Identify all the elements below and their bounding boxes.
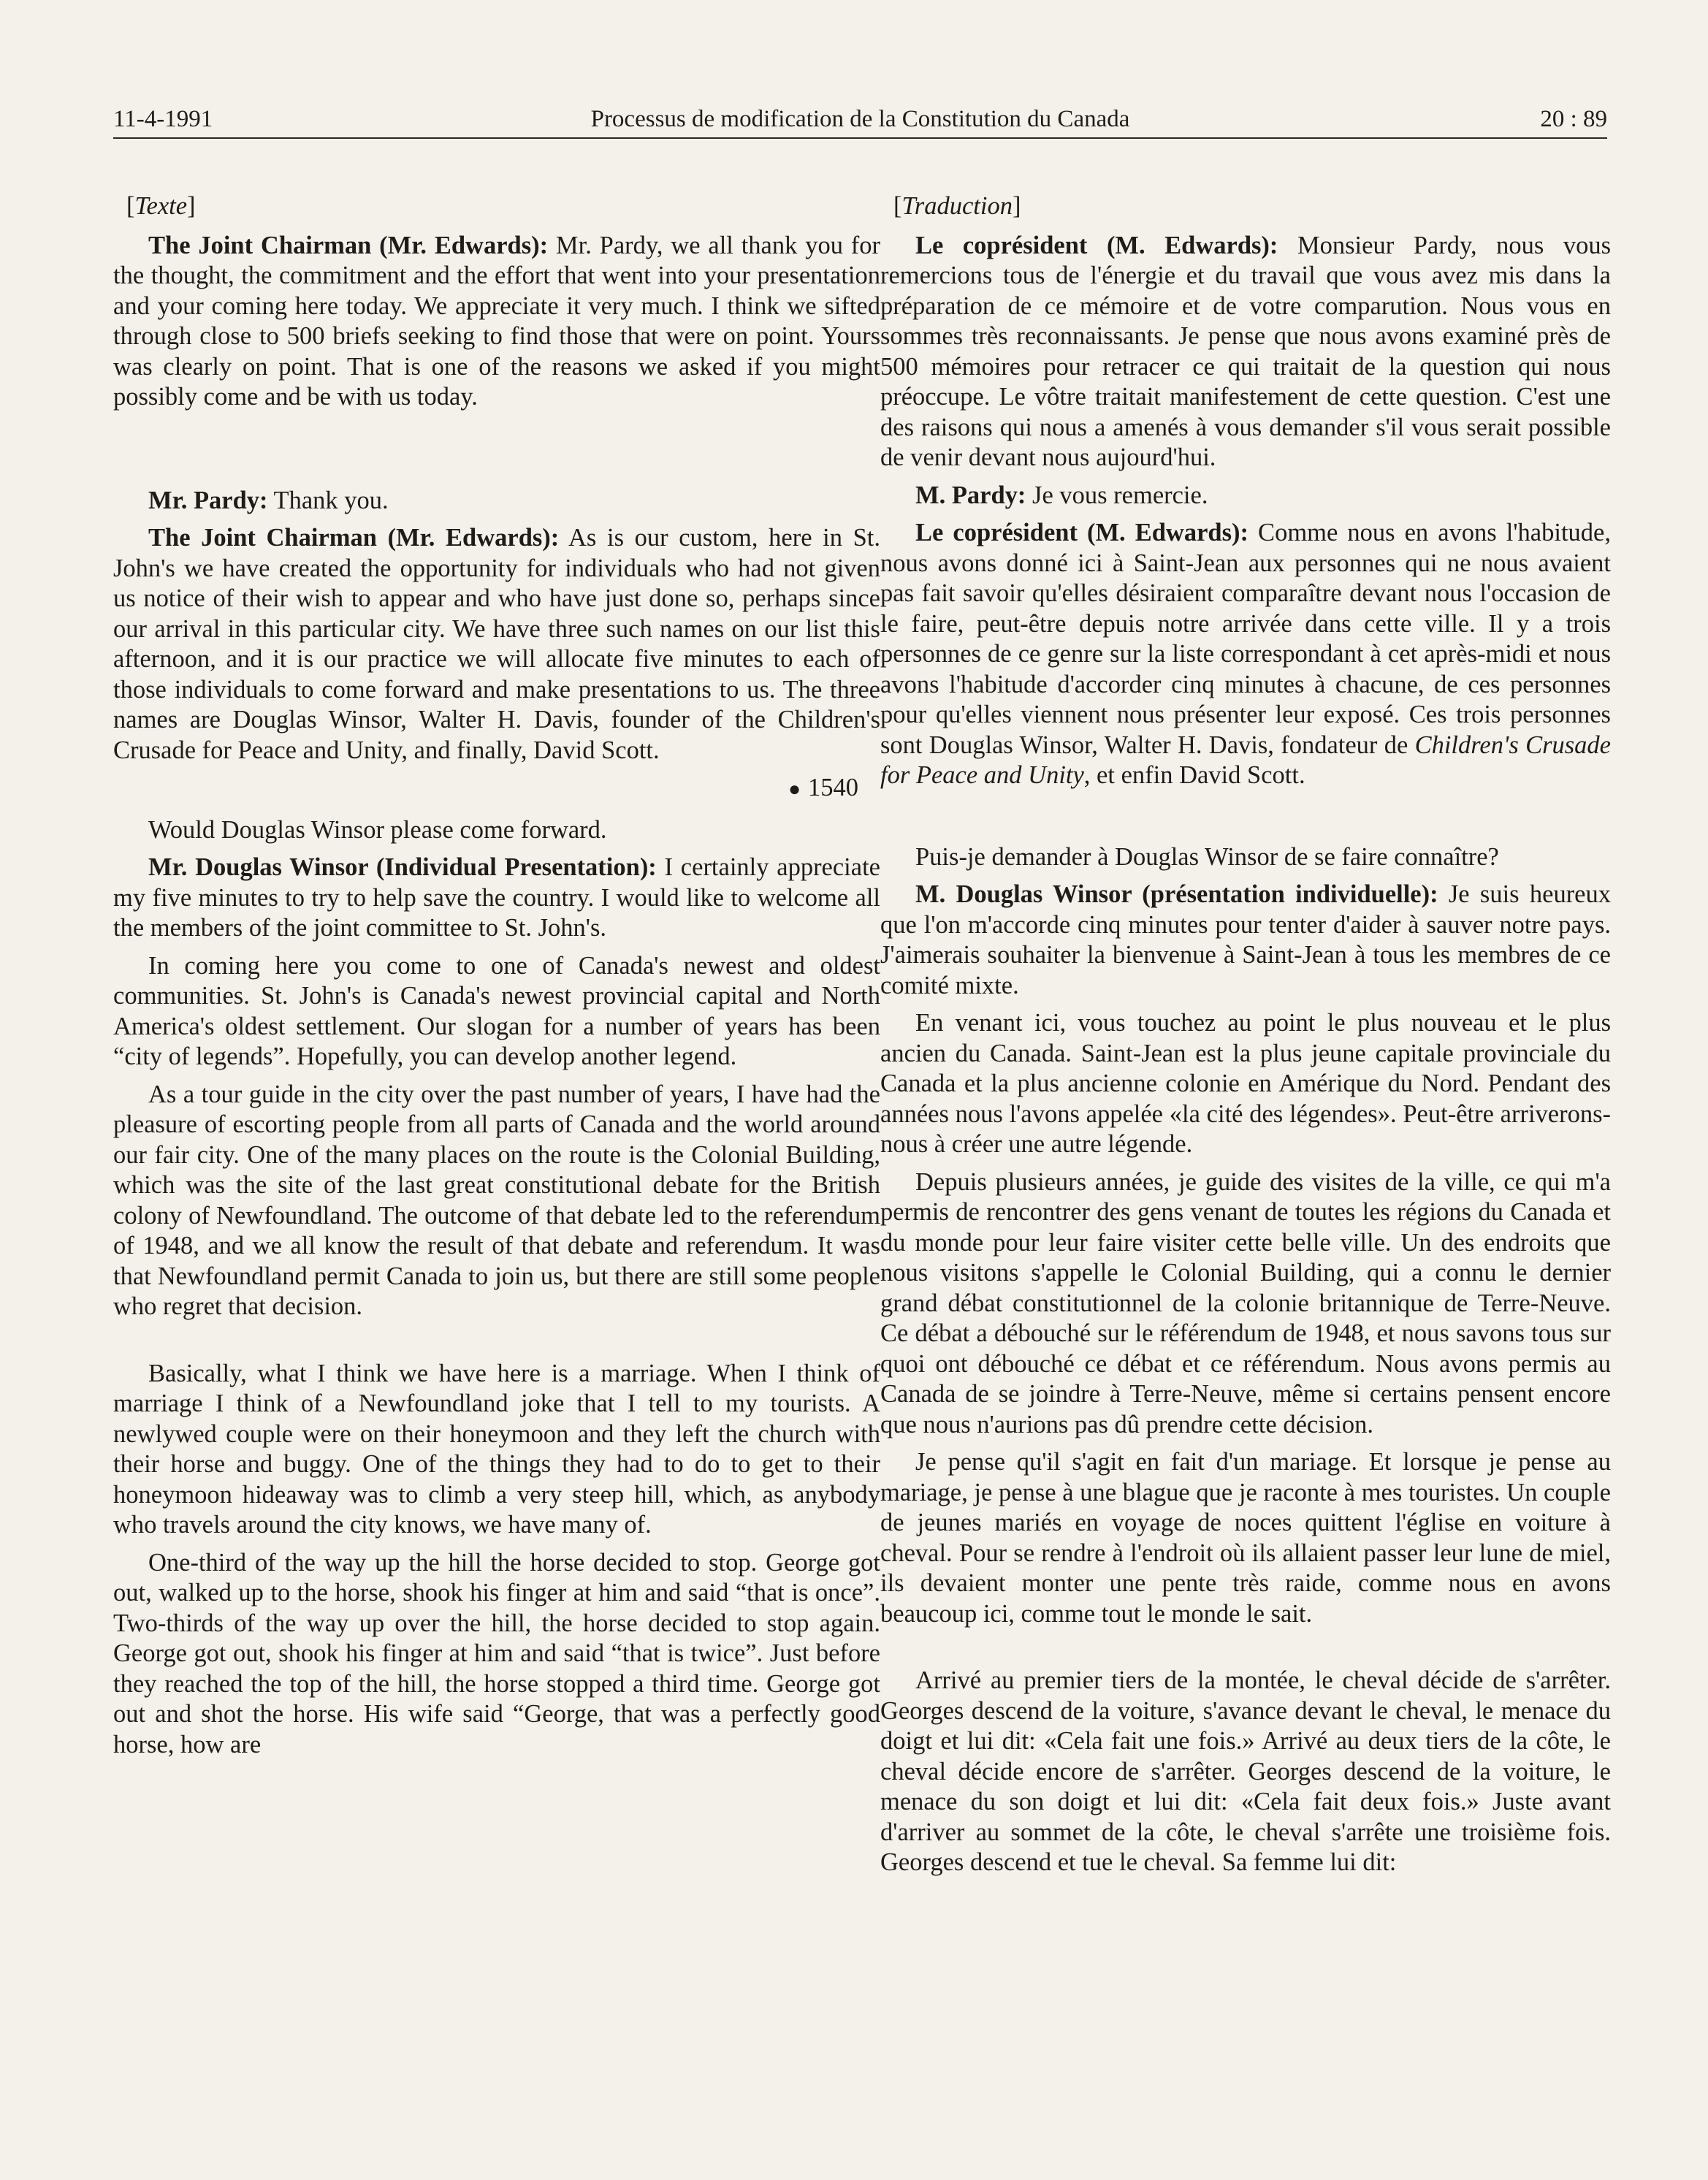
language-tag-text: Texte xyxy=(134,192,188,220)
header-page-number: 20 : 89 xyxy=(1540,106,1607,132)
language-tag: [Traduction] xyxy=(893,192,1021,220)
header-title: Processus de modification de la Constitution du Canada xyxy=(590,106,1130,132)
speech-text: En venant ici, vous touchez au point le plus nouveau et le plus ancien du Canada. Saint-Jean est la plus jeune capitale provinciale du Canada et la plus ancienne colonie en Amérique du Nord. Pendant des années nous l'avons appelée «la cité des légendes». Peut-être arriverons-nous à créer une autre légende. xyxy=(880,1009,1611,1158)
speech-text: As a tour guide in the city over the past number of years, I have had the pleasure of escorting people from all parts of Canada and the world around our fair city. One of the many places on the route is the Colonial Building, which was the site of the last great constitutional debate for the British colony of Newfoundland. The outcome of that debate led to the referendum of 1948, and we all know the result of that debate and referendum. It was that Newfoundland permit Canada to join us, but there are still some people who regret that decision. xyxy=(113,1080,880,1320)
paragraph xyxy=(113,231,880,413)
speaker-name: Le coprésident (M. Edwards): xyxy=(915,519,1248,546)
speech-text: Would Douglas Winsor please come forward. xyxy=(148,815,607,844)
speech-text: Je vous remercie. xyxy=(1026,481,1208,509)
paragraph xyxy=(113,523,880,766)
language-tag: [Texte] xyxy=(126,192,196,220)
paragraph xyxy=(880,518,1611,791)
paragraph xyxy=(880,1008,1611,1160)
speech-text: Basically, what I think we have here is a marriage. When I think of marriage I think of a Newfoundland joke that I tell to my tourists. A newlywed couple were on their honeymoon and they left the church with their horse and buggy. One of the things they had to do to get to their honeymoon hideaway was to climb a very steep hill, which, as anybody who travels around the city knows, we have many of. xyxy=(113,1359,880,1539)
speech-text: Monsieur Pardy, nous vous remercions tous de l'énergie et du travail que vous avez mis dans la préparation de ce mémoire et de votre comparution. Nous vous en sommes très reconnaissants. Je pense que nous avons examiné près de 500 mémoires pour retracer ce qui traitait de la question qui nous préoccupe. Le vôtre traitait manifestement de cette question. C'est une des raisons qui nous a amenés à vous demander s'il vous serait possible de venir devant nous aujourd'hui. xyxy=(880,231,1611,471)
speech-text: Thank you. xyxy=(267,486,389,514)
paragraph xyxy=(880,1167,1611,1441)
paragraph xyxy=(880,481,1611,511)
bullet-icon: ● xyxy=(788,778,801,801)
speech-text: Depuis plusieurs années, je guide des visites de la ville, ce qui m'a permis de rencontrer des gens venant de toutes les régions du Canada et du monde pour leur faire visiter cette belle ville. Un des endroits que nous visitons s'appelle le Colonial Building, qui a connu le dernier grand débat constitutionnel de la colonie britannique de Terre-Neuve. Ce débat a débouché sur le référendum de 1948, et nous savons tous sur quoi ont débouché ce débat et ce référendum. Nous avons permis au Canada de se joindre à Terre-Neuve, même si certains pensent encore que nous n'aurions pas dû prendre cette décision. xyxy=(880,1167,1611,1438)
speaker-name: The Joint Chairman (Mr. Edwards): xyxy=(148,524,560,552)
time-marker xyxy=(113,773,858,805)
organization-name: Children's Crusade for Peace and Unity xyxy=(880,731,1611,789)
paragraph xyxy=(113,815,880,846)
speech-text: One-third of the way up the hill the horse decided to stop. George got out, walked up to the horse, shook his finger at him and said “that is once”. Two-thirds of the way up over the hill, the horse decided to stop again. George got out, shook his finger at him and said “that is twice”. Just before they reached the top of the hill, the horse stopped a third time. George got out and shot the horse. His wife said “George, that was a perfectly good horse, how are xyxy=(113,1548,880,1758)
speech-text: Puis-je demander à Douglas Winsor de se faire connaître? xyxy=(915,842,1499,871)
header-date: 11-4-1991 xyxy=(113,106,213,132)
page-header xyxy=(113,102,1607,139)
time-marker-text: 1540 xyxy=(808,774,858,801)
speech-text: In coming here you come to one of Canada's newest and oldest communities. St. John's is Canada's newest provincial capital and North America's oldest settlement. Our slogan for a number of years has been “city of legends”. Hopefully, you can develop another legend. xyxy=(113,951,880,1070)
speech-text: Je pense qu'il s'agit en fait d'un mariage. Et lorsque je pense au mariage, je pense à une blague que je raconte à mes touristes. Un couple de jeunes mariés en voyage de noces quittent l'église en voiture à cheval. Pour se rendre à l'endroit où ils allaient passer leur lune de miel, ils devaient monter une pente très raide, comme nous en avons beaucoup ici, comme tout le monde le sait. xyxy=(880,1448,1611,1628)
paragraph xyxy=(113,1548,880,1761)
paragraph xyxy=(880,231,1611,473)
paragraph xyxy=(880,842,1611,873)
paragraph xyxy=(880,1666,1611,1878)
speech-text: I certainly appreciate my five minutes to try to help save the country. I would like to welcome all the members of the joint committee to St. John's. xyxy=(113,853,880,942)
paragraph xyxy=(880,880,1611,1001)
speech-text: Arrivé au premier tiers de la montée, le cheval décide de s'arrêter. Georges descend de la voiture, s'avance devant le cheval, le menace du doigt et lui dit: «Cela fait une fois.» Arrivé au deux tiers de la côte, le cheval décide encore de s'arrêter. Georges descend de la voiture, le menace du son doigt et lui dit: «Cela fait deux fois.» Juste avant d'arriver au sommet de la côte, le cheval s'arrête une troisième fois. Georges descend et tue le cheval. Sa femme lui dit: xyxy=(880,1666,1611,1876)
speech-text: Je suis heureux que l'on m'accorde cinq minutes pour tenter d'aider à sauver notre pays. J'aimerais souhaiter la bienvenue à Saint-Jean à tous les membres de ce comité mixte. xyxy=(880,880,1611,999)
french-column xyxy=(880,191,1611,2149)
speaker-name: M. Douglas Winsor (présentation individuelle): xyxy=(915,880,1438,908)
paragraph xyxy=(880,1447,1611,1629)
english-column xyxy=(113,191,880,2149)
paragraph xyxy=(113,486,880,517)
speaker-name: Le coprésident (M. Edwards): xyxy=(915,231,1278,259)
speaker-name: Mr. Pardy: xyxy=(148,486,268,514)
paragraph xyxy=(113,951,880,1072)
paragraph xyxy=(113,853,880,944)
speaker-name: Mr. Douglas Winsor (Individual Presentation): xyxy=(148,853,657,881)
speech-text: As is our custom, here in St. John's we have created the opportunity for individuals who had not given us notice of their wish to appear and who have just done so, perhaps since our arrival in this particular city. We have three such names on our list this afternoon, and it is our practice we will allocate five minutes to each of those individuals to come forward and make presentations to us. The three names are Douglas Winsor, Walter H. Davis, founder of the Children's Crusade for Peace and Unity, and finally, David Scott. xyxy=(113,524,880,764)
language-tag-text: Traduction xyxy=(901,192,1013,220)
speech-text: , et enfin David Scott. xyxy=(1083,761,1305,789)
paragraph xyxy=(113,1080,880,1322)
speech-text: Mr. Pardy, we all thank you for the thought, the commitment and the effort that went into your presentation and your coming here today. We appreciate it very much. I think we sifted through close to 500 briefs seeking to find those that were on point. Yours was clearly on point. That is one of the reasons we asked if you might possibly come and be with us today. xyxy=(113,231,880,411)
speaker-name: M. Pardy: xyxy=(915,481,1026,509)
paragraph xyxy=(113,1359,880,1541)
speaker-name: The Joint Chairman (Mr. Edwards): xyxy=(148,231,549,259)
speech-text: Comme nous en avons l'habitude, nous avons donné ici à Saint-Jean aux personnes qui ne nous avaient pas fait savoir qu'elles désiraient comparaître devant nous l'occasion de le faire, peut-être depuis notre arrivée dans cette ville. Il y a trois personnes de ce genre sur la liste correspondant à cet après-midi et nous avons l'habitude d'accorder cinq minutes à chacune, de ces personnes pour qu'elles viennent nous présenter leur exposé. Ces trois personnes sont Douglas Winsor, Walter H. Davis, fondateur de xyxy=(880,519,1611,759)
